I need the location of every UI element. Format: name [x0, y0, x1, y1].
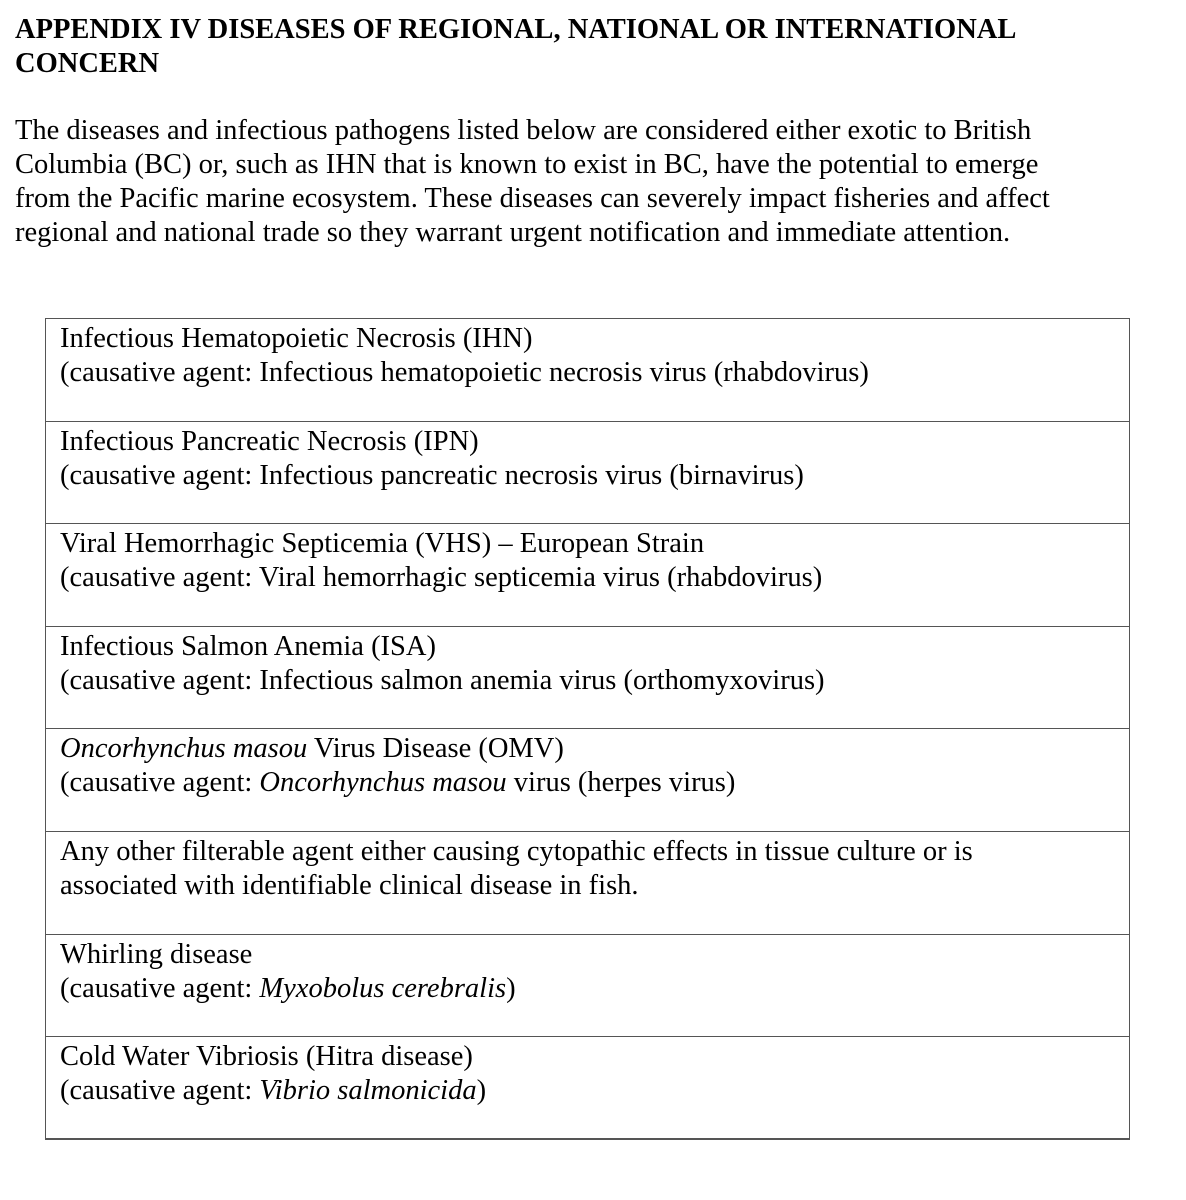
disease-row [46, 422, 1129, 525]
text-segment: Infectious Hematopoietic Necrosis (IHN) [60, 323, 533, 354]
disease-name [60, 322, 1129, 356]
text-segment: ) [476, 1075, 487, 1107]
causative-agent [60, 664, 1129, 698]
text-segment: associated with identifiable clinical disease in fish. [60, 869, 639, 901]
text-segment: (causative agent: [60, 767, 260, 799]
intro-line: regional and national trade so they warrant urgent notification and immediate attention. [15, 217, 1011, 248]
text-segment: Cold Water Vibriosis (Hitra disease) [60, 1041, 473, 1073]
text-segment: Infectious Salmon Anemia (ISA) [60, 630, 436, 662]
text-segment: (causative agent: Viral hemorrhagic septicemia virus (rhabdovirus) [60, 562, 823, 594]
disease-table [45, 318, 1130, 1140]
heading-line: APPENDIX IV DISEASES OF REGIONAL, NATIONAL OR INTERNATIONAL [15, 14, 1017, 45]
appendix-heading [15, 13, 1165, 81]
disease-name [60, 425, 1129, 459]
disease-row [46, 729, 1129, 832]
text-segment: (causative agent: Infectious pancreatic necrosis virus (birnavirus) [60, 459, 804, 491]
text-segment: (causative agent: Infectious salmon anemia virus (orthomyxovirus) [60, 664, 825, 696]
species-name: Oncorhynchus masou [259, 767, 507, 799]
causative-agent [60, 1074, 1129, 1108]
text-segment: Any other filterable agent either causing cytopathic effects in tissue culture or is [60, 835, 973, 867]
disease-name [60, 527, 1129, 561]
species-name: Vibrio salmonicida [259, 1075, 477, 1107]
species-name: Myxobolus cerebralis [259, 972, 507, 1004]
text-segment: Infectious Pancreatic Necrosis (IPN) [60, 425, 479, 457]
disease-row [46, 319, 1129, 422]
disease-row [46, 935, 1129, 1038]
intro-line: Columbia (BC) or, such as IHN that is known to exist in BC, have the potential to emerge [15, 149, 1039, 180]
causative-agent [60, 459, 1129, 493]
disease-name [60, 938, 1129, 972]
text-segment: Whirling disease [60, 938, 253, 970]
text-segment: (causative agent: [60, 972, 260, 1004]
disease-row [46, 1037, 1129, 1138]
text-segment: (causative agent: Infectious hematopoietic necrosis virus (rhabdovirus) [60, 357, 869, 388]
intro-line: from the Pacific marine ecosystem. These diseases can severely impact fisheries and affect [15, 183, 1050, 214]
disease-name [60, 835, 1129, 869]
text-segment: Viral Hemorrhagic Septicemia (VHS) – European Strain [60, 528, 705, 560]
causative-agent [60, 869, 1129, 903]
causative-agent [60, 561, 1129, 595]
disease-name [60, 630, 1129, 664]
heading-line: CONCERN [15, 48, 160, 79]
causative-agent [60, 356, 1129, 390]
intro-paragraph [15, 114, 1175, 250]
text-segment: Virus Disease (OMV) [307, 733, 564, 765]
text-segment: ) [506, 972, 516, 1004]
causative-agent [60, 766, 1129, 800]
species-name: Oncorhynchus masou [60, 733, 308, 765]
disease-name [60, 732, 1129, 766]
intro-line: The diseases and infectious pathogens listed below are considered either exotic to British [15, 115, 1032, 146]
text-segment: virus (herpes virus) [506, 767, 736, 799]
causative-agent [60, 972, 1129, 1006]
disease-row [46, 524, 1129, 627]
disease-row [46, 832, 1129, 935]
disease-name [60, 1040, 1129, 1074]
disease-row [46, 627, 1129, 730]
text-segment: (causative agent: [60, 1075, 260, 1107]
